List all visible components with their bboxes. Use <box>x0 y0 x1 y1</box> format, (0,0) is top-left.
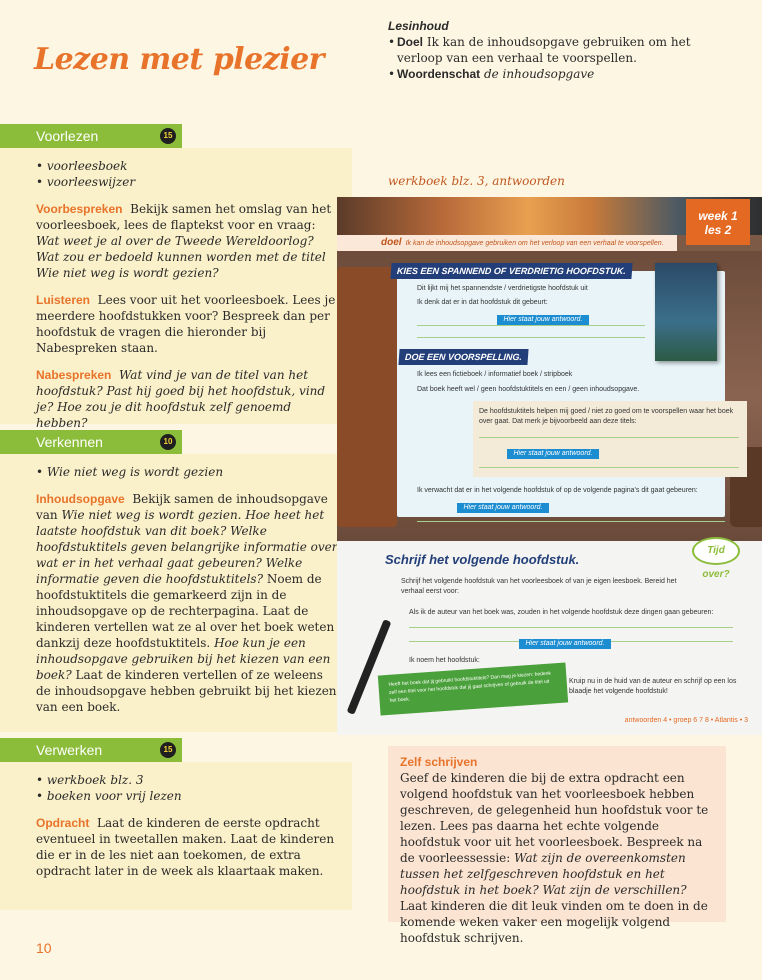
nabespreken: Nabespreken Wat vind je van de titel van het hoofdstuk? Past hij goed bij het hoofdstuk, vind je? Hoe zou je dit hoofdstuk zelf genoemd hebben? <box>36 368 326 430</box>
exercise-line: Dit lijkt mij het spannendste / verdrietigste hoofdstuk uit <box>417 285 588 292</box>
answer-tag: Hier staat jouw antwoord. <box>507 449 599 459</box>
week-badge: week 1 les 2 <box>686 199 750 245</box>
clock-icon: 15 <box>160 128 176 144</box>
section-voorlezen <box>0 124 352 430</box>
exercise-line: Ik denk dat er in dat hoofdstuk dit gebeurt: <box>417 299 548 306</box>
workbook-footer: antwoorden 4 • groep 6 7 8 • Atlantis • 3 <box>624 717 748 724</box>
section-verwerken <box>0 738 352 910</box>
exercise-heading-2: DOE EEN VOORSPELLING. <box>398 349 528 365</box>
tip-box: Heeft het boek dat jij gebruikt hoofdstuktitels? Dan mag je kiezen: bedenk zelf een titel voor het hoofdstuk dat jij gaat schrijven of gebruik de titel uit het boek. <box>378 662 568 715</box>
answer-line <box>417 325 645 326</box>
exercise-line: Schrijf het volgende hoofdstuk van het voorleesboek of van je eigen leesboek. Bereid het verhaal eerst voor: <box>401 578 677 595</box>
lesinhoud <box>388 18 738 82</box>
workbook-page-image <box>337 197 762 735</box>
zelf-text: Laat kinderen die dit leuk vinden om te doen in de komende weken vaker een mogelijk volgend hoofdstuk schrijven. <box>400 899 708 945</box>
exercise-line: Als ik de auteur van het boek was, zouden in het volgende hoofdstuk deze dingen gaan gebeuren: <box>409 609 714 616</box>
exercise-line: Ik noem het hoofdstuk: <box>409 657 480 664</box>
answer-line <box>417 521 725 522</box>
zelf-schrijven-box <box>388 746 726 945</box>
book-cover-image <box>655 263 717 361</box>
exercise-line: Dat boek heeft wel / geen hoofdstuktitels en een / geen inhoudsopgave. <box>417 386 640 393</box>
answer-line <box>417 337 645 338</box>
answer-tag: Hier staat jouw antwoord. <box>519 639 611 649</box>
opdracht: Opdracht Laat de kinderen de eerste opdracht eventueel in tweetallen maken. Laat de kinderen die er in de les niet aan toekomen, de extra opdracht later in de week als klaartaak maken. <box>36 816 335 878</box>
voorbespreken: Voorbespreken Bekijk samen het omslag van het voorleesboek, lees de flaptekst voor en vraag: Wat weet je al over de Tweede Wereldoorlog? Wat zou er bedoeld kunnen worden met de titel Wie niet weg is wordt gezien? <box>36 202 332 280</box>
section-heading-verwerken: Verwerken 15 <box>0 738 182 762</box>
materials-list: • Wie niet weg is wordt gezien <box>36 465 224 479</box>
exercise-line: Ik verwacht dat er in het volgende hoofdstuk of op de volgende pagina's dit gaat gebeuren: <box>417 487 698 494</box>
answer-tag: Hier staat jouw antwoord. <box>457 503 549 513</box>
clock-icon: 10 <box>160 434 176 450</box>
section-heading-verkennen: Verkennen 10 <box>0 430 182 454</box>
luisteren: Luisteren Lees voor uit het voorleesboek. Lees je meerdere hoofdstukken voor? Bespreek dan per hoofdstuk de vragen die hieronder bij Nabespreken staan. <box>36 293 336 355</box>
lesinhoud-doel: • Doel Ik kan de inhoudsopgave gebruiken om het verloop van een verhaal te voorspellen. <box>388 35 691 65</box>
exercise-line: Ik lees een fictieboek / informatief boek / stripboek <box>417 371 573 378</box>
lesinhoud-heading: Lesinhoud <box>388 19 449 33</box>
workbook-doel: doel Ik kan de inhoudsopgave gebruiken om het verloop van een verhaal te voorspellen. <box>337 235 677 251</box>
exercise-heading-1: KIES EEN SPANNEND OF VERDRIETIG HOOFDSTUK. <box>390 263 632 279</box>
inhoudsopgave: Inhoudsopgave Bekijk samen de inhoudsopgave van Wie niet weg is wordt gezien. Hoe heet het laatste hoofdstuk van dit boek? Welke hoofdstuktitels geven belangrijke informatie over wat er in het verhaal gaat gebeuren? Welke informatie geven die hoofdstuktitels? Noem de hoofdstuktitels die gemarkeerd zijn in de inhoudsopgave op de rechterpagina. Laat de kinderen vertellen wat ze al over het boek weten dankzij deze hoofdstuktitels. Hoe kun je een inhoudsopgave gebruiken bij het kiezen van een boek? Laat de kinderen vertellen of ze weleens de inhoudsopgave hebben gebruikt bij het kiezen van een boek. <box>36 492 338 714</box>
tijd-over-badge: Tijd over? <box>692 537 740 565</box>
materials-list: • werkboek blz. 3 • boeken voor vrij lezen <box>36 773 182 803</box>
suitcase-image <box>337 267 397 527</box>
lesinhoud-woordenschat: • Woordenschat de inhoudsopgave <box>388 67 595 81</box>
zelf-text: Geef de kinderen die bij de extra opdracht een volgend hoofdstuk van het voorleesboek hebben geschreven, de gelegenheid hun hoofdstuk voor te lezen. Lees pas daarna het echte volgende hoofdstuk voor uit het voorleesboek. Bespreek na de voorleessessie: <box>400 771 709 865</box>
materials-list: • voorleesboek • voorleeswijzer <box>36 159 136 189</box>
workbook-caption: werkboek blz. 3, antwoorden <box>388 174 565 188</box>
zelf-schrijven-heading: Zelf schrijven <box>400 755 478 769</box>
section-verkennen <box>0 430 352 732</box>
answer-line <box>479 437 739 438</box>
answer-line <box>409 627 733 628</box>
zelf-question: Wat zijn de overeenkomsten tussen het zelfgeschreven hoofdstuk en het hoofdstuk in het boek? Wat zijn de verschillen? <box>400 851 687 897</box>
exercise-line: Kruip nu in de huid van de auteur en schrijf op een los blaadje het volgende hoofdstuk! <box>569 678 737 695</box>
answer-tag: Hier staat jouw antwoord. <box>497 315 589 325</box>
section-heading-voorlezen: Voorlezen 15 <box>0 124 182 148</box>
page-title: Lezen met plezier <box>34 42 324 77</box>
page-number: 10 <box>36 940 52 956</box>
answer-line <box>479 467 739 468</box>
clock-icon: 15 <box>160 742 176 758</box>
exercise-line: De hoofdstuktitels helpen mij goed / niet zo goed om te voorspellen waar het boek over gaat. Dat merk je bijvoorbeeld aan deze titels: <box>479 408 734 425</box>
extra-task-title: Schrijf het volgende hoofdstuk. <box>385 552 580 567</box>
